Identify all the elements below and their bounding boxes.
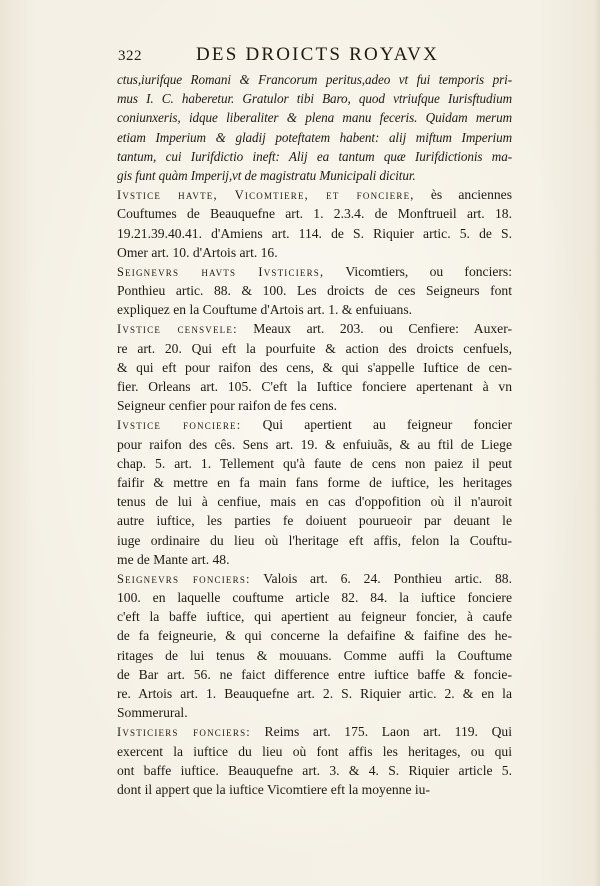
text-line: [117, 396, 512, 415]
line-text: etiam Imperium & gladij poteftatem habent: alij miftum Imperium: [117, 129, 512, 145]
text-line: [117, 646, 512, 665]
line-text: autre iuftice, les parties fe doiuent pourueoir par deuant le: [117, 513, 512, 529]
line-text: coniunxeris, idque liberaliter & plena manu feceris. Quidam merum: [117, 110, 512, 126]
text-line: [117, 319, 512, 338]
text-line: [117, 89, 512, 108]
line-text: Qui apertient au feigneur foncier: [241, 417, 512, 433]
section-heading: Ivstice censvele:: [117, 322, 238, 337]
text-line: [117, 108, 512, 127]
line-text: Ponthieu artic. 88. & 100. Les droicts de ces Seigneurs font: [117, 283, 512, 299]
text-line: [117, 262, 512, 281]
line-text: Valois art. 6. 24. Ponthieu artic. 88.: [250, 570, 512, 586]
line-text: exercent la iuftice du lieu où font affis les heritages, ou qui: [117, 743, 512, 759]
text-line: [117, 780, 512, 799]
line-text: me de Mante art. 48.: [117, 551, 230, 567]
body-text: [117, 70, 512, 799]
line-text: ctus,iurifque Romani & Francorum peritus,adeo vt fui temporis pri-: [117, 72, 512, 87]
line-text: fier. Orleans art. 105. C'eft la Iuftice fonciere apertenant à vn: [117, 379, 512, 394]
section-heading: Ivstice havte, Vicomtiere, et fonciere,: [117, 188, 415, 203]
text-line: [117, 339, 512, 358]
section-heading: Ivsticiers fonciers:: [117, 725, 251, 740]
line-text: 19.21.39.40.41. d'Amiens art. 114. de S. Riquier artic. 5. de S.: [117, 225, 512, 241]
text-line: [117, 588, 512, 607]
line-text: Reims art. 175. Laon art. 119. Qui: [250, 724, 512, 740]
text-line: [117, 511, 512, 530]
text-line: [117, 684, 512, 703]
text-line: [117, 626, 512, 645]
line-text: ont baffe iuftice. Beauquefne art. 3. & 4. S. Riquier article 5.: [117, 762, 512, 778]
text-line: [117, 358, 512, 377]
text-line: [117, 70, 512, 89]
text-line: [117, 147, 512, 166]
line-text: 100. en laquelle couftume article 82. 84. la iuftice fonciere: [117, 590, 512, 606]
text-line: [117, 703, 512, 722]
line-text: Sommerural.: [117, 705, 188, 721]
line-text: ritages de lui tenus & mouuans. Comme auffi la Couftume: [117, 647, 512, 663]
text-line: [117, 300, 512, 319]
text-line: [117, 550, 512, 569]
page-number: 322: [118, 48, 142, 64]
page-header: [118, 44, 508, 68]
section-heading: Seignevrs fonciers:: [117, 571, 251, 586]
line-text: tenus de lui à cenfiue, mais en cas d'oppofition où il n'auroit: [117, 494, 512, 510]
text-line: [117, 243, 512, 262]
text-line: [117, 531, 512, 550]
text-line: [117, 473, 512, 492]
line-text: Meaux art. 203. ou Cenfiere: Auxer-: [237, 321, 512, 337]
section-heading: Ivstice fonciere:: [117, 418, 242, 433]
line-text: Couftumes de Beauquefne art. 1. 2.3.4. de Monftrueil art. 18.: [117, 206, 512, 222]
line-text: expliquez en la Couftume d'Artois art. 1. & enfuiuans.: [117, 302, 413, 318]
text-line: [117, 569, 512, 588]
text-line: [117, 204, 512, 223]
text-line: [117, 377, 512, 396]
text-line: [117, 224, 512, 243]
line-text: Omer art. 10. d'Artois art. 16.: [117, 244, 278, 260]
text-line: [117, 185, 512, 204]
text-line: [117, 454, 512, 473]
page-edge: [594, 0, 600, 886]
text-line: [117, 607, 512, 626]
line-text: re. Artois art. 1. Beauquefne art. 2. S. Riquier artic. 2. & en la: [117, 686, 512, 701]
line-text: & qui eft pour raifon des cens, & qui s'appelle Iuftice de cen-: [117, 359, 512, 375]
line-text: gis funt quàm Imperij,vt de magistratu Municipali dicitur.: [117, 167, 416, 183]
line-text: c'eft la baffe iuftice, qui apertient au feigneur foncier, à caufe: [117, 609, 512, 625]
text-line: [117, 415, 512, 434]
line-text: tantum, cui Iurifdictio ineft: Alij ea tantum quæ Iurifdictionis ma-: [117, 148, 512, 164]
running-title: DES DROICTS ROYAVX: [196, 44, 440, 65]
line-text: de Bar art. 56. ne faict difference entre iuftice baffe & foncie-: [117, 666, 512, 682]
text-line: [117, 722, 512, 741]
line-text: re art. 20. Qui eft la pourfuite & action des droicts cenfuels,: [117, 340, 512, 356]
line-text: de fa feigneurie, & qui concerne la defaifine & faifine des he-: [117, 628, 512, 644]
text-line: [117, 128, 512, 147]
section-heading: Seignevrs havts Ivsticiers,: [117, 264, 325, 279]
line-text: iuge ordinaire du lieu où l'heritage eft affis, felon la Couftu-: [117, 532, 512, 548]
line-text: pour raifon des cês. Sens art. 19. & enfuiuãs, & au ftil de Liege: [117, 436, 512, 452]
line-text: ès anciennes: [414, 187, 512, 203]
text-line: [117, 281, 512, 300]
text-line: [117, 665, 512, 684]
line-text: Vicomtiers, ou fonciers:: [324, 263, 512, 279]
line-text: Seigneur cenfier pour raifon de fes cens.: [117, 398, 338, 414]
text-line: [117, 742, 512, 761]
text-line: [117, 761, 512, 780]
line-text: faifir & mettre en fa main fans forme de iuftice, les heritages: [117, 474, 512, 490]
line-text: dont il appert que la iuftice Vicomtiere eft la moyenne iu-: [117, 781, 430, 797]
line-text: mus I. C. haberetur. Gratulor tibi Baro, quod vtriufque Iurisftudium: [117, 91, 512, 107]
text-line: [117, 166, 512, 185]
line-text: chap. 5. art. 1. Tellement qu'à faute de cens non paiez il peut: [117, 455, 512, 471]
text-line: [117, 492, 512, 511]
text-line: [117, 435, 512, 454]
